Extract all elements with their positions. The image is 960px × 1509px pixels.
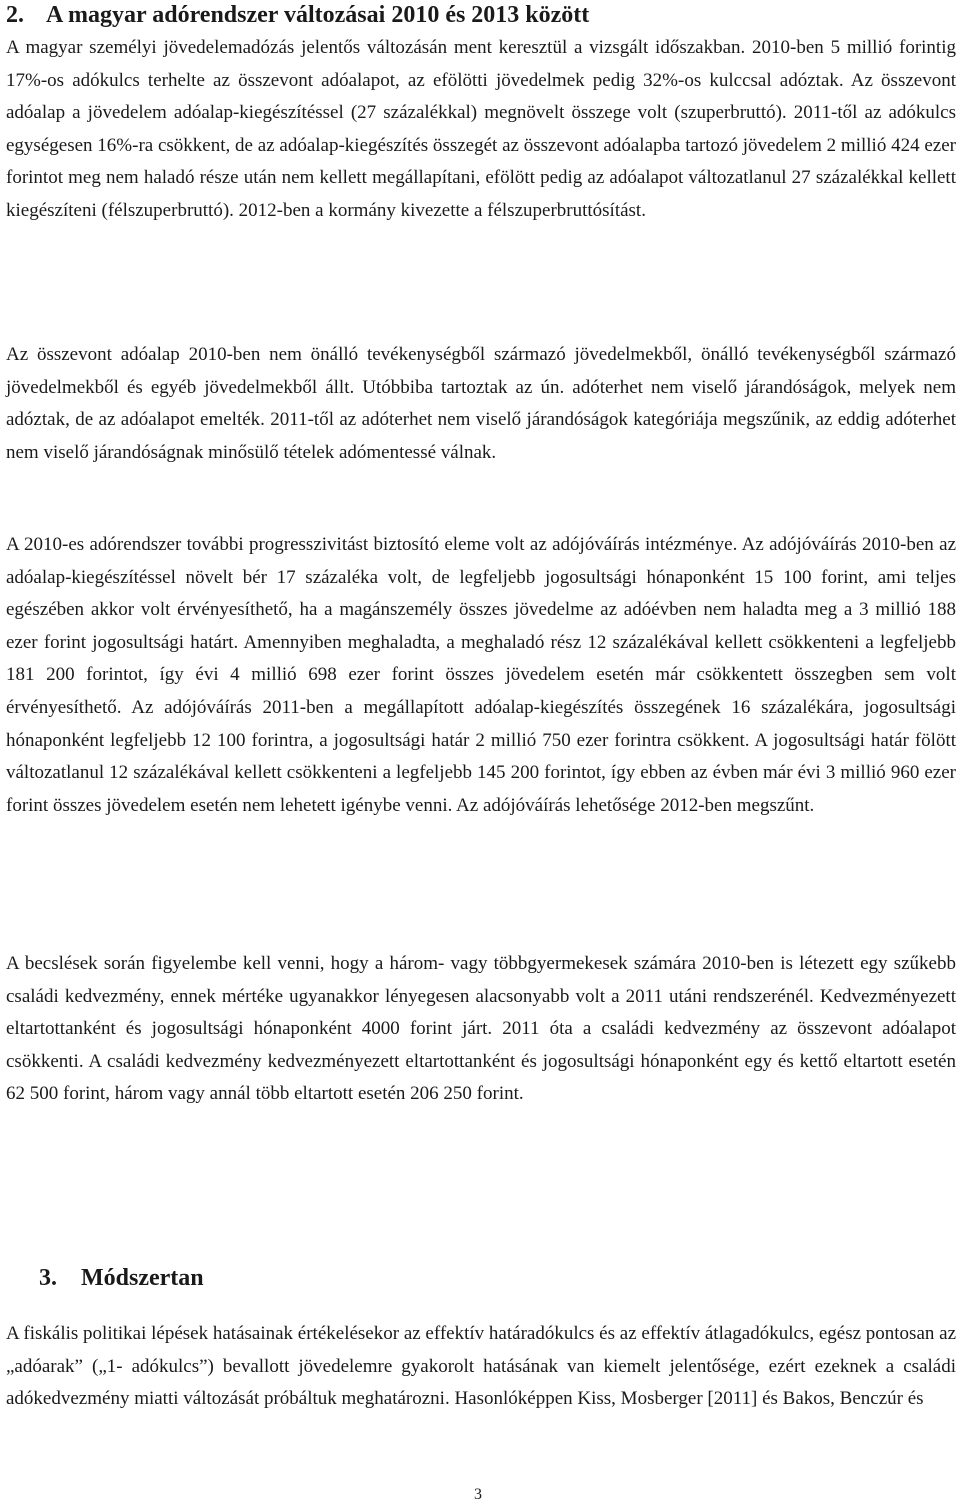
paragraph-tax-credit: A 2010-es adórendszer további progresszivitást biztosító eleme volt az adójóváírás intézménye. Az adójóváírás 2010-ben az adóalap-kiegészítéssel növelt bér 17 százaléka volt, de legfeljebb jogosultsági hónaponként 15 100 forint, ami teljes egészében akkor volt érvényesíthető, ha a magánszemély összes jövedelme az adóévben nem haladta meg a 3 millió 188 ezer forint jogosultsági határt. Amennyiben meghaladta, a meghaladó rész 12 százalékával kellett csökkenteni a legfeljebb 181 200 forintot, így évi 4 millió 698 ezer forint összes jövedelem esetén már csökkentett összegben sem volt érvényesíthető. Az adójóváírás 2011-ben a megállapított adóalap-kiegészítés összegének 16 százalékára, jogosultsági hónaponként legfeljebb 12 100 forintra, a jogosultsági határ 2 millió 750 ezer forintra csökkent. A jogosultsági határ fölött változatlanul 12 százalékával kellett csökkenteni a legfeljebb 145 200 forintot, így ebben az évben már évi 3 millió 960 ezer forint összes jövedelem esetén nem lehetett igénybe venni. Az adójóváírás lehetősége 2012-ben megszűnt. xyxy=(6,534,956,816)
paragraph-family-allowance: A becslések során figyelembe kell venni, hogy a három- vagy többgyermekesek számára 2010-ben is létezett egy szűkebb családi kedvezmény, ennek mértéke ugyanakkor lényegesen alacsonyabb volt a 2011 utáni rendszerénél. Kedvezményezett eltartottanként és jogosultsági hónaponként 4000 forint járt. 2011 óta a családi kedvezmény az összevont adóalapot csökkenti. A családi kedvezmény kedvezményezett eltartottanként és jogosultsági hónaponként egy és kettő eltartott esetén 62 500 forint, három vagy annál több eltartott esetén 206 250 forint. xyxy=(6,953,956,1105)
section-heading-3 xyxy=(39,1264,204,1292)
paragraph-methodology: A fiskális politikai lépések hatásainak értékelésekor az effektív határadókulcs és az effektív átlagadókulcs, egész pontosan az „adóarak” („1- adókulcs”) bevallott jövedelemre gyakorolt hatásának van kiemelt jelentősége, ezért ezeknek a családi adókedvezmény miatti változását próbáltuk meghatározni. Hasonlóképpen Kiss, Mosberger [2011] és Bakos, Benczúr és xyxy=(6,1323,956,1410)
page-number: 3 xyxy=(474,1486,482,1503)
section-number: 2. xyxy=(6,2,24,28)
section-heading-2 xyxy=(6,1,589,29)
section-title: Módszertan xyxy=(81,1265,204,1291)
section-number: 3. xyxy=(39,1265,57,1291)
paragraph-consolidated-base: Az összevont adóalap 2010-ben nem önálló tevékenységből származó jövedelmekből, önálló tevékenységből származó jövedelmekből és egyéb jövedelmekből állt. Utóbbiba tartoztak az ún. adóterhet nem viselő járandóságok, melyek nem adóztak, de az adóalapot emelték. 2011-től az adóterhet nem viselő járandóságok kategóriája megszűnik, az eddig adóterhet nem viselő járandóságnak minősülő tételek adómentessé válnak. xyxy=(6,344,956,463)
paragraph-tax-rates: A magyar személyi jövedelemadózás jelentős változásán ment keresztül a vizsgált időszakban. 2010-ben 5 millió forintig 17%-os adókulcs terhelte az összevont adóalapot, az efölötti jövedelmek pedig 32%-os kulccsal adóztak. Az összevont adóalap a jövedelem adóalap-kiegészítéssel (27 százalékkal) megnövelt összege volt (szuperbruttó). 2011-től az adókulcs egységesen 16%-ra csökkent, de az adóalap-kiegészítés összegét az összevont adóalapba tartozó jövedelem 2 millió 424 ezer forintot meg nem haladó része után nem kellett megállapítani, efölött pedig az adóalapot változatlanul 27 százalékkal kellett kiegészíteni (félszuperbruttó). 2012-ben a kormány kivezette a félszuperbruttósítást. xyxy=(6,37,956,221)
section-title: A magyar adórendszer változásai 2010 és 2013 között xyxy=(46,2,590,28)
